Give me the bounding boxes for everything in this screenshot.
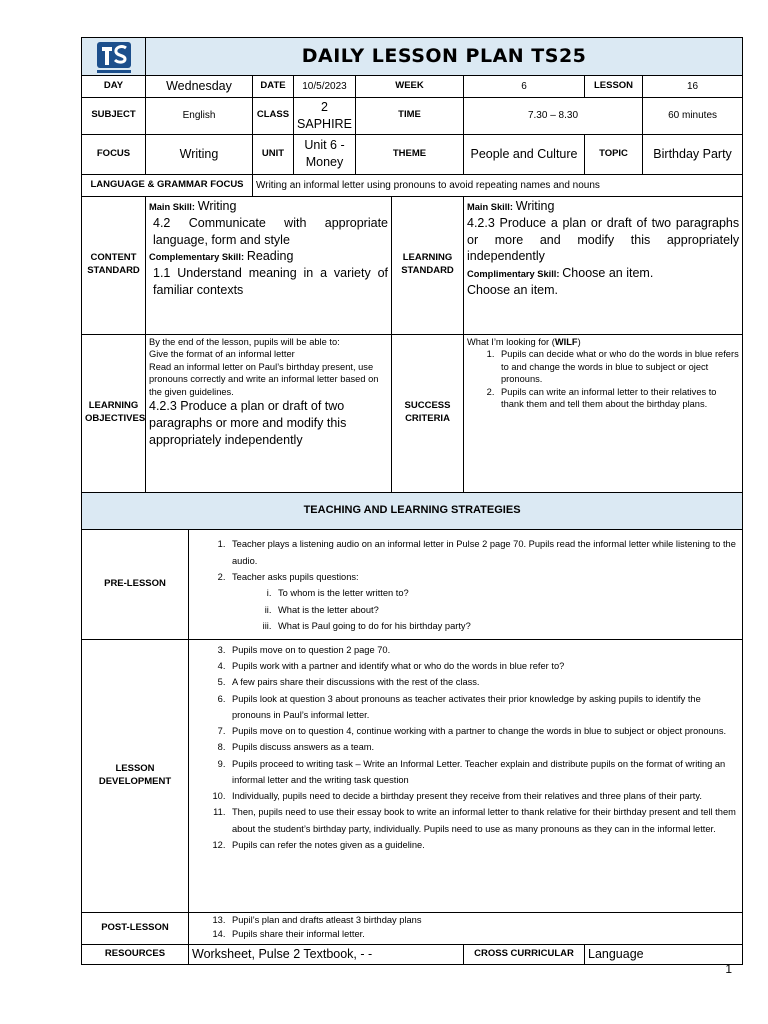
post-lesson-item: 14. Pupils share their informal letter. [228, 928, 739, 942]
development-item: 11. Then, pupils need to use their essay book to write an informal letter to thank relative for their birthday present and tell them about the student’s birthday party, individually. Pupils need to use as many pronouns as they can in the informal letter. [228, 804, 739, 837]
cross-curricular-value: Language [585, 944, 743, 964]
question-item: ii. What is the letter about? [274, 602, 739, 618]
focus-value: Writing [146, 134, 253, 174]
development-item: 4. Pupils work with a partner and identify what or who do the words in blue refer to? [228, 658, 739, 674]
duration-value: 60 minutes [643, 98, 743, 135]
cross-curricular-label: CROSS CURRICULAR [464, 944, 585, 964]
comp-skill-text: 1.1 Understand meaning in a variety of familiar contexts [153, 266, 388, 298]
pre-lesson-label: PRE-LESSON [82, 529, 189, 639]
pre-lesson-list [192, 536, 739, 585]
pre-lesson-row [82, 529, 743, 639]
resources-value: Worksheet, Pulse 2 Textbook, - - [189, 944, 464, 964]
objective-3: 4.2.3 Produce a plan or draft of two paragraphs or more and modify this appropriately independently [149, 399, 347, 448]
question-item: iii. What is Paul going to do for his birthday party? [274, 618, 739, 634]
day-value: Wednesday [146, 76, 253, 98]
ls-comp-skill-text: Choose an item. [467, 283, 559, 298]
day-row [82, 76, 743, 98]
week-value: 6 [464, 76, 585, 98]
lesson-development-row [82, 639, 743, 912]
development-item: 12. Pupils can refer the notes given as a guideline. [228, 837, 739, 853]
topic-label: TOPIC [585, 134, 643, 174]
ls-comp-skill-label: Complimentary Skill: [467, 269, 560, 280]
date-label: DATE [253, 76, 294, 98]
ls-comp-skill-value: Choose an item. [562, 266, 654, 281]
subject-value: English [146, 98, 253, 135]
post-lesson-cell [189, 912, 743, 944]
pre-lesson-questions [192, 585, 739, 634]
language-focus-value: Writing an informal letter using pronouns to avoid repeating names and nouns [253, 174, 743, 196]
objectives-row [82, 334, 743, 492]
content-standard-cell [146, 196, 392, 334]
language-focus-row [82, 174, 743, 196]
unit-value: Unit 6 - Money [294, 134, 356, 174]
development-item: 10. Individually, pupils need to decide a birthday present they receive from their relatives and three plans of their party. [228, 788, 739, 804]
lesson-value: 16 [643, 76, 743, 98]
question-item: i. To whom is the letter written to? [274, 585, 739, 601]
development-item: 9. Pupils proceed to writing task – Write an Informal Letter. Teacher explain and distribute pupils on the format of writing an informal letter and the writing task question [228, 756, 739, 789]
success-item: 2. Pupils can write an informal letter to their relatives to thank them and tell them about the birthday plans. [497, 386, 739, 411]
lesson-development-cell [189, 639, 743, 912]
learning-objectives-label: LEARNING OBJECTIVES [82, 334, 146, 492]
ls-main-skill-label: Main Skill: [467, 201, 513, 212]
wilf-intro: What I’m looking for ( [467, 336, 555, 347]
ls-main-skill-text: 4.2.3 Produce a plan or draft of two paragraphs or more and modify this appropriately independently [467, 215, 740, 264]
lesson-label: LESSON [585, 76, 643, 98]
lesson-development-label: LESSON DEVELOPMENT [82, 639, 189, 912]
ls-main-skill-value: Writing [515, 198, 555, 213]
development-item: 3. Pupils move on to question 2 page 70. [228, 642, 739, 658]
learning-standard-cell [464, 196, 743, 334]
wilf-close: ) [577, 336, 581, 347]
development-item: 8. Pupils discuss answers as a team. [228, 739, 739, 755]
subject-row [82, 98, 743, 135]
resources-label: RESOURCES [82, 944, 189, 964]
class-value: 2 SAPHIRE [294, 98, 356, 135]
development-item: 7. Pupils move on to question 4, continue working with a partner to change the words in blue to subject or object pronouns. [228, 723, 739, 739]
language-focus-label: LANGUAGE & GRAMMAR FOCUS [82, 174, 253, 196]
focus-label: FOCUS [82, 134, 146, 174]
pre-lesson-item: 2. Teacher asks pupils questions: [228, 569, 739, 585]
lesson-plan-table [81, 37, 743, 965]
success-criteria-cell [464, 334, 743, 492]
day-label: DAY [82, 76, 146, 98]
strategies-title: TEACHING AND LEARNING STRATEGIES [82, 492, 743, 529]
ts25-logo [94, 39, 134, 75]
learning-standard-label: LEARNING STANDARD [392, 196, 464, 334]
topic-value: Birthday Party [643, 134, 743, 174]
time-value: 7.30 – 8.30 [464, 98, 643, 135]
subject-label: SUBJECT [82, 98, 146, 135]
resources-row [82, 944, 743, 964]
class-label: CLASS [253, 98, 294, 135]
success-criteria-list [467, 348, 739, 411]
post-lesson-label: POST-LESSON [82, 912, 189, 944]
success-item: 1. Pupils can decide what or who do the words in blue refers to and change the words in blue to subject or oject pronouns. [497, 348, 739, 386]
objective-1: Give the format of an informal letter [149, 349, 295, 360]
strategies-header-row [82, 492, 743, 529]
post-lesson-item: 13. Pupil’s plan and drafts atleast 3 birthday plans [228, 914, 739, 928]
success-criteria-label: SUCCESS CRITERIA [392, 334, 464, 492]
wilf-label: WILF [554, 336, 578, 347]
logo-cell [82, 38, 146, 76]
objective-2: Read an informal letter on Paul’s birthday present, use pronouns correctly and write an informal letter based on the given guidelines. [149, 361, 379, 397]
date-value: 10/5/2023 [294, 76, 356, 98]
development-item: 6. Pupils look at question 3 about pronouns as teacher activates their prior knowledge by asking pupils to identify the pronouns in Paul’s informal letter. [228, 691, 739, 724]
post-lesson-row [82, 912, 743, 944]
post-lesson-list [192, 914, 739, 942]
main-skill-value: Writing [197, 198, 237, 213]
objectives-intro: By the end of the lesson, pupils will be able to: [149, 336, 340, 347]
standard-row [82, 196, 743, 334]
page-number: 1 [725, 962, 732, 976]
comp-skill-label: Complementary Skill: [149, 252, 245, 263]
theme-value: People and Culture [464, 134, 585, 174]
theme-label: THEME [356, 134, 464, 174]
header-row [82, 38, 743, 76]
lesson-plan-page [81, 37, 742, 965]
main-skill-label: Main Skill: [149, 201, 195, 212]
focus-row [82, 134, 743, 174]
week-label: WEEK [356, 76, 464, 98]
learning-objectives-cell [146, 334, 392, 492]
pre-lesson-cell [189, 529, 743, 639]
unit-label: UNIT [253, 134, 294, 174]
time-label: TIME [356, 98, 464, 135]
development-item: 5. A few pairs share their discussions with the rest of the class. [228, 674, 739, 690]
content-standard-label: CONTENT STANDARD [82, 196, 146, 334]
main-skill-text: 4.2 Communicate with appropriate language, form and style [153, 215, 388, 247]
comp-skill-value: Reading [246, 249, 294, 264]
pre-lesson-item: 1. Teacher plays a listening audio on an informal letter in Pulse 2 page 70. Pupils read the informal letter while listening to the audio. [228, 536, 739, 569]
page-title: DAILY LESSON PLAN TS25 [146, 38, 743, 76]
lesson-development-list [192, 642, 739, 853]
